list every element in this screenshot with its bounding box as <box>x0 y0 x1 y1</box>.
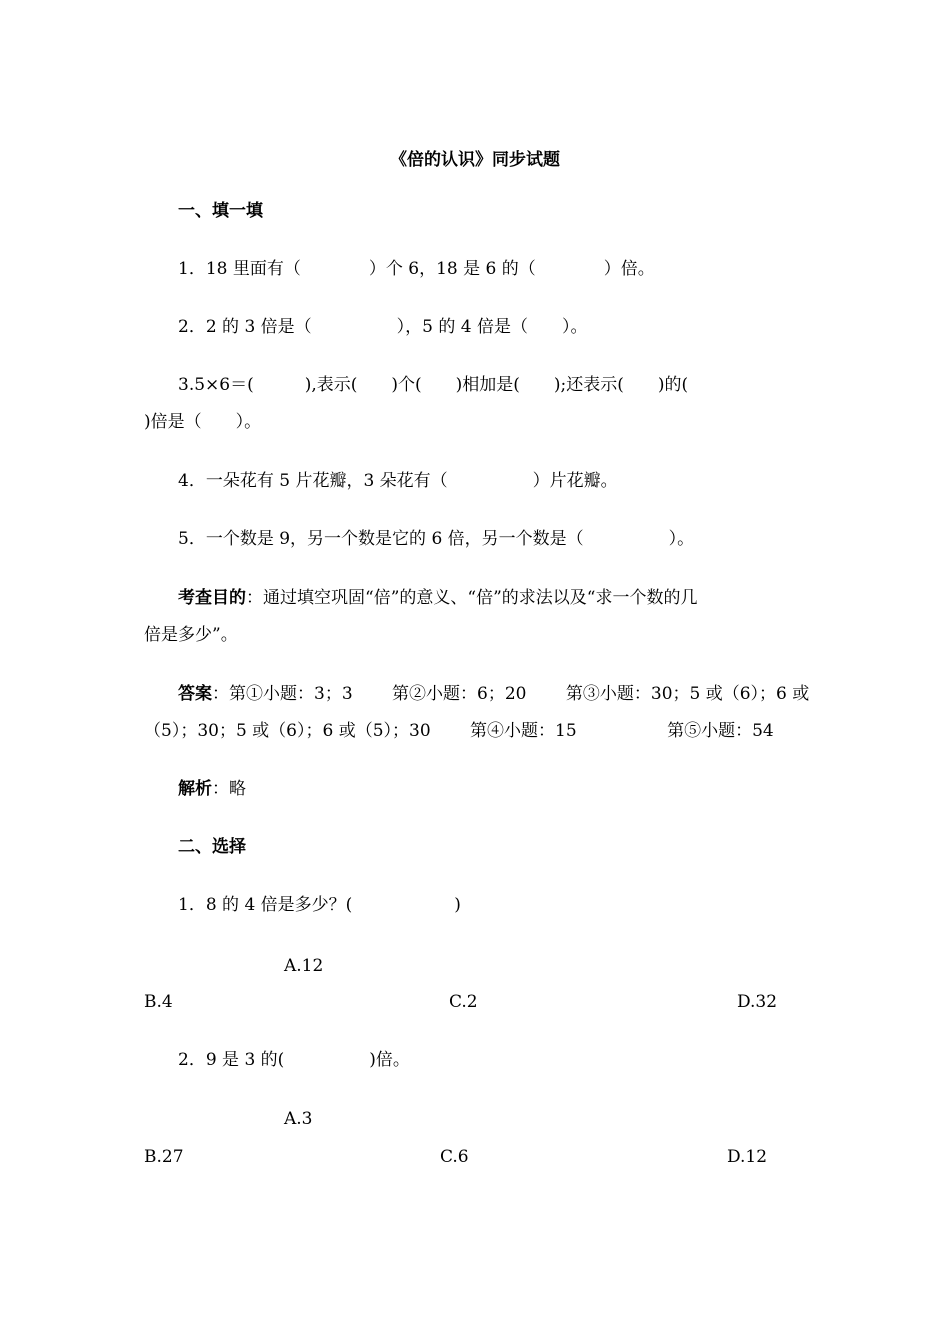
answer-label: 答案 <box>178 684 212 704</box>
choice-q1-option-a: A.12 <box>284 956 324 976</box>
purpose-line1 <box>178 587 697 609</box>
document-title: 《倍的认识》同步试题 <box>390 150 560 170</box>
purpose-line2: 倍是多少”。 <box>144 625 238 645</box>
fill-question-3-line2: )倍是（ ）。 <box>144 412 262 432</box>
purpose-label: 考查目的 <box>178 588 246 608</box>
fill-question-4: 4．一朵花有 5 片花瓣，3 朵花有（ ）片花瓣。 <box>178 471 618 491</box>
choice-q2-option-b: B.27 <box>144 1147 184 1167</box>
fill-question-3-line1: 3.5×6＝( ),表示( )个( )相加是( );还表示( )的( <box>178 375 689 395</box>
purpose-text-1: ：通过填空巩固“倍”的意义、“倍”的求法以及“求一个数的几 <box>246 588 698 608</box>
choice-question-1: 1．8 的 4 倍是多少？( ) <box>178 895 461 915</box>
fill-question-5: 5．一个数是 9，另一个数是它的 6 倍，另一个数是（ ）。 <box>178 529 695 549</box>
choice-q1-option-d: D.32 <box>737 992 778 1012</box>
fill-question-2: 2．2 的 3 倍是（ ），5 的 4 倍是（ ）。 <box>178 317 588 337</box>
answer-text-1: ：第①小题：3；3 第②小题：6；20 第③小题：30；5 或（6）；6 或 <box>212 684 810 704</box>
choice-q2-option-a: A.3 <box>284 1109 313 1129</box>
choice-q1-option-c: C.2 <box>449 992 478 1012</box>
choice-question-2: 2．9 是 3 的( )倍。 <box>178 1050 410 1070</box>
choice-q1-option-b: B.4 <box>144 992 173 1012</box>
analysis-text: ：略 <box>212 779 246 799</box>
fill-question-1: 1．18 里面有（ ）个 6，18 是 6 的（ ）倍。 <box>178 259 655 279</box>
section1-heading: 一、填一填 <box>178 201 263 221</box>
choice-q2-option-d: D.12 <box>727 1147 768 1167</box>
analysis-label: 解析 <box>178 779 212 799</box>
analysis-line <box>178 778 246 800</box>
choice-q2-option-c: C.6 <box>440 1147 469 1167</box>
answer-line2: （5）；30；5 或（6）；6 或（5）；30 第④小题：15 第⑤小题：54 <box>144 721 774 741</box>
answer-line1 <box>178 683 809 705</box>
section2-heading: 二、选择 <box>178 837 246 857</box>
